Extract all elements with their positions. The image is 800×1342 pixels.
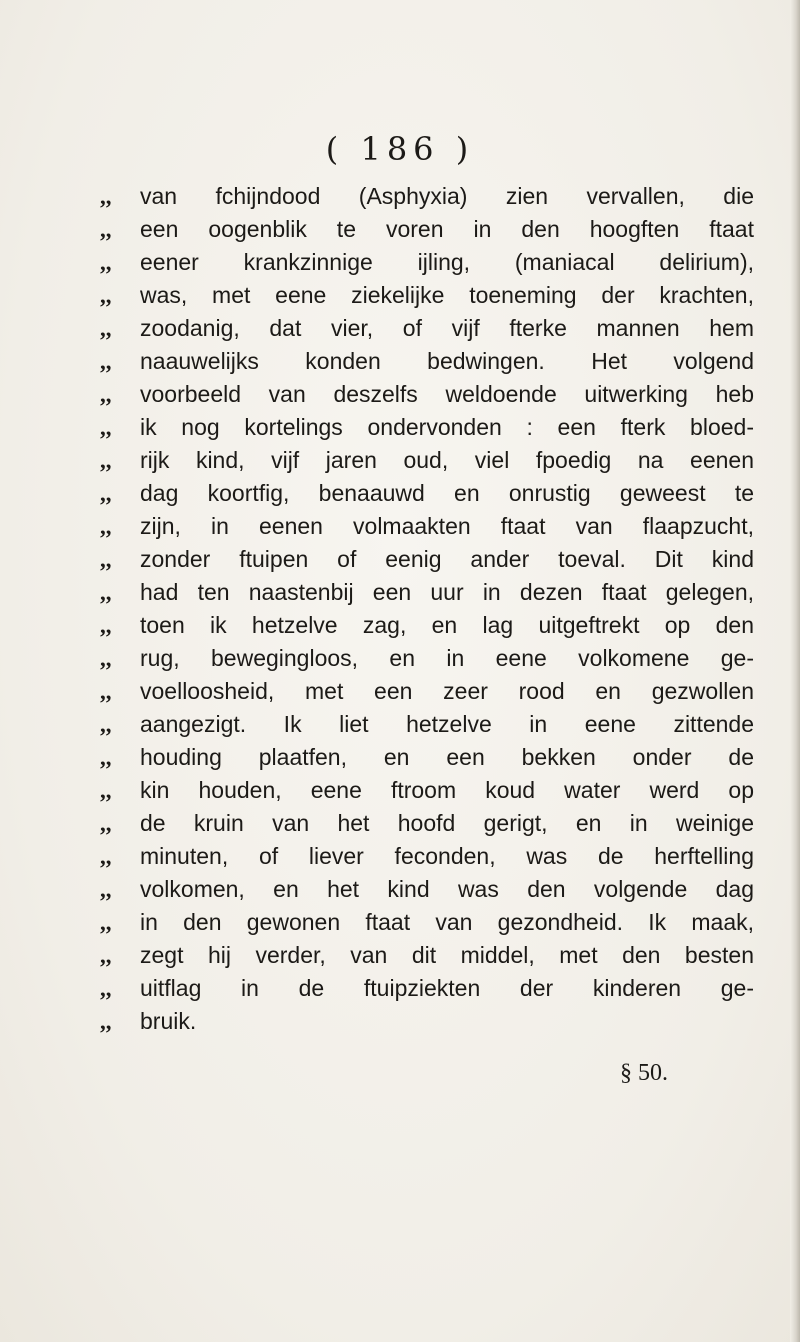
line-text: rijk kind, vijf jaren oud, viel fpoedig na eenen	[140, 447, 754, 473]
line-text: naauwelijks konden bedwingen. Het volgend	[140, 348, 754, 374]
catchword: § 50.	[620, 1060, 668, 1086]
page-number-header: ( 186 )	[325, 130, 475, 168]
quote-mark: ,,	[100, 349, 112, 374]
line-text: voelloosheid, met een zeer rood en gezwollen	[140, 678, 754, 704]
quote-mark: ,,	[100, 250, 112, 275]
text-line	[100, 972, 800, 1005]
quote-mark: ,,	[100, 745, 112, 770]
line-text: houding plaatfen, en een bekken onder de	[140, 744, 754, 770]
body-text	[100, 180, 800, 1038]
line-text: zegt hij verder, van dit middel, met den besten	[140, 942, 754, 968]
quote-mark: ,,	[100, 613, 112, 638]
text-line	[100, 675, 800, 708]
line-text: zijn, in eenen volmaakten ftaat van flaapzucht,	[140, 513, 754, 539]
quote-mark: ,,	[100, 184, 112, 209]
quote-mark: ,,	[100, 877, 112, 902]
text-line	[100, 279, 800, 312]
quote-mark: ,,	[100, 646, 112, 671]
text-line	[100, 576, 800, 609]
text-line	[100, 642, 800, 675]
text-line	[100, 444, 800, 477]
line-text: uitflag in de ftuipziekten der kinderen ge-	[140, 975, 754, 1001]
line-text: ik nog kortelings ondervonden : een fterk bloed-	[140, 414, 754, 440]
text-line	[100, 807, 800, 840]
line-text: zoodanig, dat vier, of vijf fterke mannen hem	[140, 315, 754, 341]
text-line	[100, 411, 800, 444]
quote-mark: ,,	[100, 448, 112, 473]
quote-mark: ,,	[100, 811, 112, 836]
line-text: was, met eene ziekelijke toeneming der krachten,	[140, 282, 754, 308]
quote-mark: ,,	[100, 1009, 112, 1034]
quote-mark: ,,	[100, 382, 112, 407]
quote-mark: ,,	[100, 943, 112, 968]
text-line	[100, 477, 800, 510]
line-text: eener krankzinnige ijling, (maniacal delirium),	[140, 249, 754, 275]
quote-mark: ,,	[100, 415, 112, 440]
line-text: in den gewonen ftaat van gezondheid. Ik maak,	[140, 909, 754, 935]
text-line	[100, 873, 800, 906]
quote-mark: ,,	[100, 976, 112, 1001]
line-text: van fchijndood (Asphyxia) zien vervallen, die	[140, 183, 754, 209]
text-line	[100, 906, 800, 939]
text-line	[100, 1005, 800, 1038]
quote-mark: ,,	[100, 910, 112, 935]
text-line	[100, 840, 800, 873]
quote-mark: ,,	[100, 217, 112, 242]
line-text: dag koortfig, benaauwd en onrustig geweest te	[140, 480, 754, 506]
line-text: minuten, of liever feconden, was de herftelling	[140, 843, 754, 869]
quote-mark: ,,	[100, 679, 112, 704]
text-line	[100, 378, 800, 411]
quote-mark: ,,	[100, 712, 112, 737]
text-line	[100, 246, 800, 279]
text-line	[100, 312, 800, 345]
line-text: volkomen, en het kind was den volgende dag	[140, 876, 754, 902]
quote-mark: ,,	[100, 283, 112, 308]
text-line	[100, 180, 800, 213]
line-text: een oogenblik te voren in den hoogften ftaat	[140, 216, 754, 242]
line-text: aangezigt. Ik liet hetzelve in eene zittende	[140, 711, 754, 737]
line-text: voorbeeld van deszelfs weldoende uitwerking heb	[140, 381, 754, 407]
text-line	[100, 510, 800, 543]
quote-mark: ,,	[100, 844, 112, 869]
line-text: kin houden, eene ftroom koud water werd op	[140, 777, 754, 803]
text-line	[100, 543, 800, 576]
line-text: had ten naastenbij een uur in dezen ftaat gelegen,	[140, 579, 754, 605]
quote-mark: ,,	[100, 514, 112, 539]
quote-mark: ,,	[100, 547, 112, 572]
quote-mark: ,,	[100, 316, 112, 341]
line-text: bruik.	[140, 1008, 197, 1034]
quote-mark: ,,	[100, 580, 112, 605]
text-line	[100, 213, 800, 246]
line-text: de kruin van het hoofd gerigt, en in weinige	[140, 810, 754, 836]
text-line	[100, 741, 800, 774]
text-line	[100, 345, 800, 378]
quote-mark: ,,	[100, 778, 112, 803]
line-text: zonder ftuipen of eenig ander toeval. Dit kind	[140, 546, 754, 572]
text-line	[100, 939, 800, 972]
text-line	[100, 774, 800, 807]
quote-mark: ,,	[100, 481, 112, 506]
text-line	[100, 609, 800, 642]
text-line	[100, 708, 800, 741]
line-text: rug, bewegingloos, en in eene volkomene ge-	[140, 645, 754, 671]
line-text: toen ik hetzelve zag, en lag uitgeftrekt op den	[140, 612, 754, 638]
